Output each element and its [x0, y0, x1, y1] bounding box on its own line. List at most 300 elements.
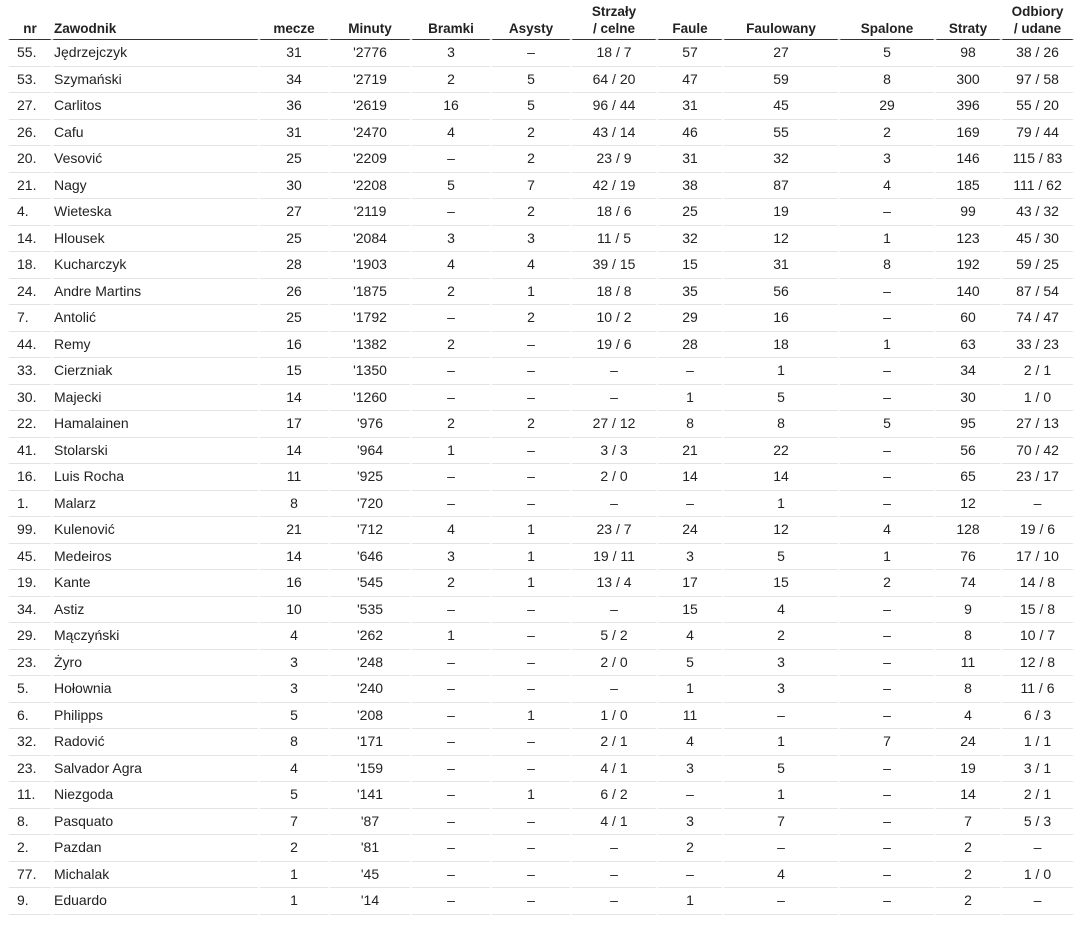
cell-assists: –: [491, 835, 571, 862]
cell-offsides: –: [839, 650, 935, 677]
cell-fouls: 24: [657, 517, 723, 544]
cell-fouls: 15: [657, 252, 723, 279]
cell-minutes: '2719: [329, 67, 411, 94]
cell-shots: 19 / 11: [571, 544, 657, 571]
table-row: [8, 93, 1074, 120]
cell-tackles: 45 / 30: [1001, 226, 1074, 253]
player-stats-table: [8, 3, 1074, 915]
cell-player: Luis Rocha: [52, 464, 259, 491]
cell-player: Kulenović: [52, 517, 259, 544]
cell-goals: –: [411, 703, 491, 730]
cell-matches: 1: [259, 862, 329, 889]
cell-assists: 1: [491, 517, 571, 544]
cell-fouled: 1: [723, 358, 839, 385]
cell-player: Nagy: [52, 173, 259, 200]
cell-losses: 185: [935, 173, 1001, 200]
table-row: [8, 199, 1074, 226]
cell-nr: 45.: [8, 544, 52, 571]
cell-fouled: 12: [723, 226, 839, 253]
cell-fouls: –: [657, 782, 723, 809]
cell-tackles: 17 / 10: [1001, 544, 1074, 571]
cell-matches: 31: [259, 40, 329, 67]
cell-shots: 4 / 1: [571, 756, 657, 783]
cell-matches: 4: [259, 623, 329, 650]
cell-nr: 23.: [8, 756, 52, 783]
cell-fouls: 11: [657, 703, 723, 730]
cell-minutes: '1260: [329, 385, 411, 412]
cell-matches: 36: [259, 93, 329, 120]
cell-shots: 13 / 4: [571, 570, 657, 597]
cell-player: Carlitos: [52, 93, 259, 120]
cell-assists: 3: [491, 226, 571, 253]
cell-player: Pasquato: [52, 809, 259, 836]
cell-matches: 7: [259, 809, 329, 836]
cell-shots: 5 / 2: [571, 623, 657, 650]
cell-goals: 5: [411, 173, 491, 200]
cell-fouled: 1: [723, 729, 839, 756]
cell-tackles: –: [1001, 491, 1074, 518]
cell-minutes: '262: [329, 623, 411, 650]
header-tackles: [1001, 3, 1074, 40]
cell-matches: 10: [259, 597, 329, 624]
cell-goals: –: [411, 888, 491, 915]
cell-fouled: 3: [723, 650, 839, 677]
cell-minutes: '1382: [329, 332, 411, 359]
cell-assists: –: [491, 464, 571, 491]
cell-matches: 4: [259, 756, 329, 783]
cell-shots: –: [571, 835, 657, 862]
cell-minutes: '2470: [329, 120, 411, 147]
cell-nr: 16.: [8, 464, 52, 491]
cell-assists: –: [491, 888, 571, 915]
cell-goals: –: [411, 305, 491, 332]
table-row: [8, 332, 1074, 359]
cell-fouled: 7: [723, 809, 839, 836]
table-row: [8, 358, 1074, 385]
cell-minutes: '2084: [329, 226, 411, 253]
cell-goals: 2: [411, 279, 491, 306]
cell-fouled: 5: [723, 544, 839, 571]
cell-fouls: –: [657, 358, 723, 385]
cell-minutes: '925: [329, 464, 411, 491]
cell-tackles: 10 / 7: [1001, 623, 1074, 650]
cell-goals: –: [411, 782, 491, 809]
cell-minutes: '141: [329, 782, 411, 809]
cell-losses: 24: [935, 729, 1001, 756]
cell-offsides: 2: [839, 570, 935, 597]
cell-shots: –: [571, 358, 657, 385]
cell-tackles: 5 / 3: [1001, 809, 1074, 836]
table-row: [8, 517, 1074, 544]
cell-shots: 11 / 5: [571, 226, 657, 253]
cell-offsides: –: [839, 676, 935, 703]
cell-goals: 4: [411, 120, 491, 147]
cell-offsides: 2: [839, 120, 935, 147]
cell-fouled: 55: [723, 120, 839, 147]
cell-offsides: 1: [839, 332, 935, 359]
cell-shots: 4 / 1: [571, 809, 657, 836]
header-minutes: Minuty: [329, 3, 411, 40]
cell-losses: 128: [935, 517, 1001, 544]
cell-matches: 3: [259, 650, 329, 677]
header-losses: Straty: [935, 3, 1001, 40]
cell-fouls: 3: [657, 756, 723, 783]
cell-fouled: 1: [723, 782, 839, 809]
cell-offsides: 3: [839, 146, 935, 173]
cell-minutes: '712: [329, 517, 411, 544]
table-row: [8, 888, 1074, 915]
table-row: [8, 252, 1074, 279]
cell-shots: 19 / 6: [571, 332, 657, 359]
cell-goals: –: [411, 464, 491, 491]
cell-offsides: 29: [839, 93, 935, 120]
table-row: [8, 305, 1074, 332]
table-row: [8, 40, 1074, 67]
cell-shots: 23 / 7: [571, 517, 657, 544]
cell-assists: –: [491, 729, 571, 756]
cell-fouled: 19: [723, 199, 839, 226]
cell-losses: 63: [935, 332, 1001, 359]
cell-nr: 33.: [8, 358, 52, 385]
cell-offsides: –: [839, 597, 935, 624]
cell-losses: 300: [935, 67, 1001, 94]
cell-fouled: 3: [723, 676, 839, 703]
cell-nr: 1.: [8, 491, 52, 518]
cell-player: Szymański: [52, 67, 259, 94]
cell-player: Kante: [52, 570, 259, 597]
cell-player: Pazdan: [52, 835, 259, 862]
cell-goals: –: [411, 358, 491, 385]
cell-assists: –: [491, 623, 571, 650]
cell-matches: 21: [259, 517, 329, 544]
cell-assists: 4: [491, 252, 571, 279]
table-row: [8, 544, 1074, 571]
cell-losses: 12: [935, 491, 1001, 518]
cell-fouls: 1: [657, 385, 723, 412]
cell-goals: –: [411, 597, 491, 624]
header-player: Zawodnik: [52, 3, 259, 40]
cell-nr: 22.: [8, 411, 52, 438]
player-stats-table-container: [8, 3, 1074, 915]
cell-minutes: '976: [329, 411, 411, 438]
cell-player: Salvador Agra: [52, 756, 259, 783]
cell-shots: 2 / 1: [571, 729, 657, 756]
cell-matches: 25: [259, 226, 329, 253]
cell-assists: –: [491, 385, 571, 412]
table-row: [8, 67, 1074, 94]
cell-losses: 396: [935, 93, 1001, 120]
cell-nr: 24.: [8, 279, 52, 306]
cell-fouls: 38: [657, 173, 723, 200]
cell-offsides: –: [839, 703, 935, 730]
cell-losses: 95: [935, 411, 1001, 438]
cell-shots: –: [571, 597, 657, 624]
cell-fouls: 14: [657, 464, 723, 491]
cell-offsides: 8: [839, 67, 935, 94]
cell-offsides: –: [839, 888, 935, 915]
cell-player: Mączyński: [52, 623, 259, 650]
cell-fouls: 35: [657, 279, 723, 306]
cell-goals: 16: [411, 93, 491, 120]
table-row: [8, 809, 1074, 836]
cell-goals: –: [411, 491, 491, 518]
cell-losses: 8: [935, 623, 1001, 650]
cell-tackles: 33 / 23: [1001, 332, 1074, 359]
cell-nr: 7.: [8, 305, 52, 332]
cell-fouled: 12: [723, 517, 839, 544]
cell-tackles: 97 / 58: [1001, 67, 1074, 94]
cell-matches: 5: [259, 782, 329, 809]
cell-goals: –: [411, 809, 491, 836]
cell-fouled: 5: [723, 756, 839, 783]
cell-matches: 26: [259, 279, 329, 306]
cell-assists: 2: [491, 120, 571, 147]
cell-assists: –: [491, 650, 571, 677]
cell-goals: 3: [411, 544, 491, 571]
cell-shots: –: [571, 888, 657, 915]
cell-fouled: 32: [723, 146, 839, 173]
table-row: [8, 146, 1074, 173]
cell-minutes: '171: [329, 729, 411, 756]
cell-tackles: 74 / 47: [1001, 305, 1074, 332]
cell-offsides: –: [839, 623, 935, 650]
cell-assists: 1: [491, 544, 571, 571]
cell-player: Vesović: [52, 146, 259, 173]
cell-player: Philipps: [52, 703, 259, 730]
cell-losses: 8: [935, 676, 1001, 703]
cell-player: Astiz: [52, 597, 259, 624]
cell-tackles: 23 / 17: [1001, 464, 1074, 491]
cell-shots: –: [571, 862, 657, 889]
cell-goals: –: [411, 650, 491, 677]
cell-assists: 2: [491, 199, 571, 226]
cell-tackles: 27 / 13: [1001, 411, 1074, 438]
cell-minutes: '1903: [329, 252, 411, 279]
cell-fouled: 56: [723, 279, 839, 306]
cell-assists: –: [491, 597, 571, 624]
cell-fouls: 8: [657, 411, 723, 438]
cell-losses: 9: [935, 597, 1001, 624]
table-row: [8, 597, 1074, 624]
table-row: [8, 226, 1074, 253]
header-fouls: Faule: [657, 3, 723, 40]
cell-nr: 19.: [8, 570, 52, 597]
cell-fouls: 1: [657, 888, 723, 915]
cell-losses: 30: [935, 385, 1001, 412]
cell-nr: 41.: [8, 438, 52, 465]
cell-goals: 2: [411, 67, 491, 94]
cell-matches: 16: [259, 332, 329, 359]
cell-nr: 18.: [8, 252, 52, 279]
cell-nr: 26.: [8, 120, 52, 147]
cell-assists: –: [491, 676, 571, 703]
cell-losses: 192: [935, 252, 1001, 279]
cell-losses: 7: [935, 809, 1001, 836]
cell-matches: 11: [259, 464, 329, 491]
cell-matches: 3: [259, 676, 329, 703]
cell-minutes: '159: [329, 756, 411, 783]
header-matches: mecze: [259, 3, 329, 40]
cell-assists: –: [491, 491, 571, 518]
cell-matches: 5: [259, 703, 329, 730]
cell-fouls: 47: [657, 67, 723, 94]
cell-assists: 5: [491, 67, 571, 94]
cell-offsides: –: [839, 835, 935, 862]
cell-losses: 11: [935, 650, 1001, 677]
cell-fouled: 15: [723, 570, 839, 597]
cell-tackles: 15 / 8: [1001, 597, 1074, 624]
table-row: [8, 729, 1074, 756]
cell-fouls: 32: [657, 226, 723, 253]
cell-player: Andre Martins: [52, 279, 259, 306]
cell-offsides: 4: [839, 173, 935, 200]
cell-fouls: 15: [657, 597, 723, 624]
cell-nr: 2.: [8, 835, 52, 862]
cell-offsides: –: [839, 756, 935, 783]
cell-fouls: 29: [657, 305, 723, 332]
cell-tackles: 87 / 54: [1001, 279, 1074, 306]
cell-offsides: 5: [839, 40, 935, 67]
cell-losses: 74: [935, 570, 1001, 597]
header-shots-line1: Strzały: [591, 4, 637, 19]
cell-nr: 9.: [8, 888, 52, 915]
cell-tackles: 1 / 1: [1001, 729, 1074, 756]
cell-matches: 34: [259, 67, 329, 94]
cell-matches: 27: [259, 199, 329, 226]
cell-nr: 30.: [8, 385, 52, 412]
table-row: [8, 173, 1074, 200]
cell-tackles: 38 / 26: [1001, 40, 1074, 67]
table-row: [8, 650, 1074, 677]
cell-assists: 1: [491, 782, 571, 809]
cell-losses: 76: [935, 544, 1001, 571]
header-shots: [571, 3, 657, 40]
cell-offsides: 4: [839, 517, 935, 544]
cell-nr: 32.: [8, 729, 52, 756]
cell-fouls: 28: [657, 332, 723, 359]
cell-minutes: '964: [329, 438, 411, 465]
cell-goals: 2: [411, 332, 491, 359]
cell-goals: –: [411, 385, 491, 412]
cell-tackles: 2 / 1: [1001, 358, 1074, 385]
cell-fouled: 1: [723, 491, 839, 518]
cell-shots: –: [571, 491, 657, 518]
cell-matches: 2: [259, 835, 329, 862]
cell-fouls: 46: [657, 120, 723, 147]
cell-nr: 14.: [8, 226, 52, 253]
cell-matches: 28: [259, 252, 329, 279]
cell-shots: 43 / 14: [571, 120, 657, 147]
cell-losses: 99: [935, 199, 1001, 226]
cell-minutes: '208: [329, 703, 411, 730]
cell-matches: 31: [259, 120, 329, 147]
cell-losses: 65: [935, 464, 1001, 491]
cell-minutes: '1792: [329, 305, 411, 332]
cell-tackles: 70 / 42: [1001, 438, 1074, 465]
cell-shots: 27 / 12: [571, 411, 657, 438]
cell-tackles: –: [1001, 888, 1074, 915]
cell-fouled: 27: [723, 40, 839, 67]
cell-fouled: 18: [723, 332, 839, 359]
cell-losses: 56: [935, 438, 1001, 465]
cell-shots: 64 / 20: [571, 67, 657, 94]
cell-losses: 2: [935, 888, 1001, 915]
cell-losses: 146: [935, 146, 1001, 173]
cell-fouls: 31: [657, 146, 723, 173]
cell-fouled: 87: [723, 173, 839, 200]
cell-minutes: '81: [329, 835, 411, 862]
cell-losses: 2: [935, 862, 1001, 889]
cell-fouled: –: [723, 835, 839, 862]
cell-matches: 16: [259, 570, 329, 597]
cell-nr: 29.: [8, 623, 52, 650]
table-row: [8, 491, 1074, 518]
cell-minutes: '1350: [329, 358, 411, 385]
cell-offsides: –: [839, 305, 935, 332]
cell-tackles: 6 / 3: [1001, 703, 1074, 730]
cell-fouled: 22: [723, 438, 839, 465]
cell-assists: –: [491, 358, 571, 385]
cell-fouls: 57: [657, 40, 723, 67]
cell-nr: 23.: [8, 650, 52, 677]
cell-fouled: 16: [723, 305, 839, 332]
cell-losses: 169: [935, 120, 1001, 147]
cell-offsides: –: [839, 809, 935, 836]
table-row: [8, 862, 1074, 889]
cell-goals: 3: [411, 40, 491, 67]
cell-tackles: 55 / 20: [1001, 93, 1074, 120]
cell-offsides: –: [839, 279, 935, 306]
header-goals: Bramki: [411, 3, 491, 40]
cell-player: Kucharczyk: [52, 252, 259, 279]
cell-goals: –: [411, 862, 491, 889]
cell-tackles: 79 / 44: [1001, 120, 1074, 147]
cell-shots: 1 / 0: [571, 703, 657, 730]
cell-losses: 2: [935, 835, 1001, 862]
cell-fouls: –: [657, 491, 723, 518]
header-offsides: Spalone: [839, 3, 935, 40]
cell-player: Cierzniak: [52, 358, 259, 385]
cell-tackles: 2 / 1: [1001, 782, 1074, 809]
cell-minutes: '14: [329, 888, 411, 915]
cell-goals: –: [411, 835, 491, 862]
cell-offsides: –: [839, 199, 935, 226]
cell-player: Wieteska: [52, 199, 259, 226]
cell-fouls: –: [657, 862, 723, 889]
cell-shots: 18 / 7: [571, 40, 657, 67]
table-row: [8, 279, 1074, 306]
cell-minutes: '535: [329, 597, 411, 624]
cell-fouls: 31: [657, 93, 723, 120]
cell-assists: 7: [491, 173, 571, 200]
cell-shots: 23 / 9: [571, 146, 657, 173]
table-row: [8, 120, 1074, 147]
header-tackles-line1: Odbiory: [1011, 4, 1064, 19]
cell-offsides: –: [839, 385, 935, 412]
header-fouled: Faulowany: [723, 3, 839, 40]
cell-fouls: 1: [657, 676, 723, 703]
cell-assists: –: [491, 756, 571, 783]
header-shots-line2: / celne: [592, 21, 636, 36]
cell-shots: 18 / 8: [571, 279, 657, 306]
header-nr: nr: [8, 3, 52, 40]
cell-losses: 19: [935, 756, 1001, 783]
cell-matches: 1: [259, 888, 329, 915]
cell-player: Jędrzejczyk: [52, 40, 259, 67]
cell-goals: 3: [411, 226, 491, 253]
cell-fouls: 4: [657, 729, 723, 756]
cell-player: Eduardo: [52, 888, 259, 915]
